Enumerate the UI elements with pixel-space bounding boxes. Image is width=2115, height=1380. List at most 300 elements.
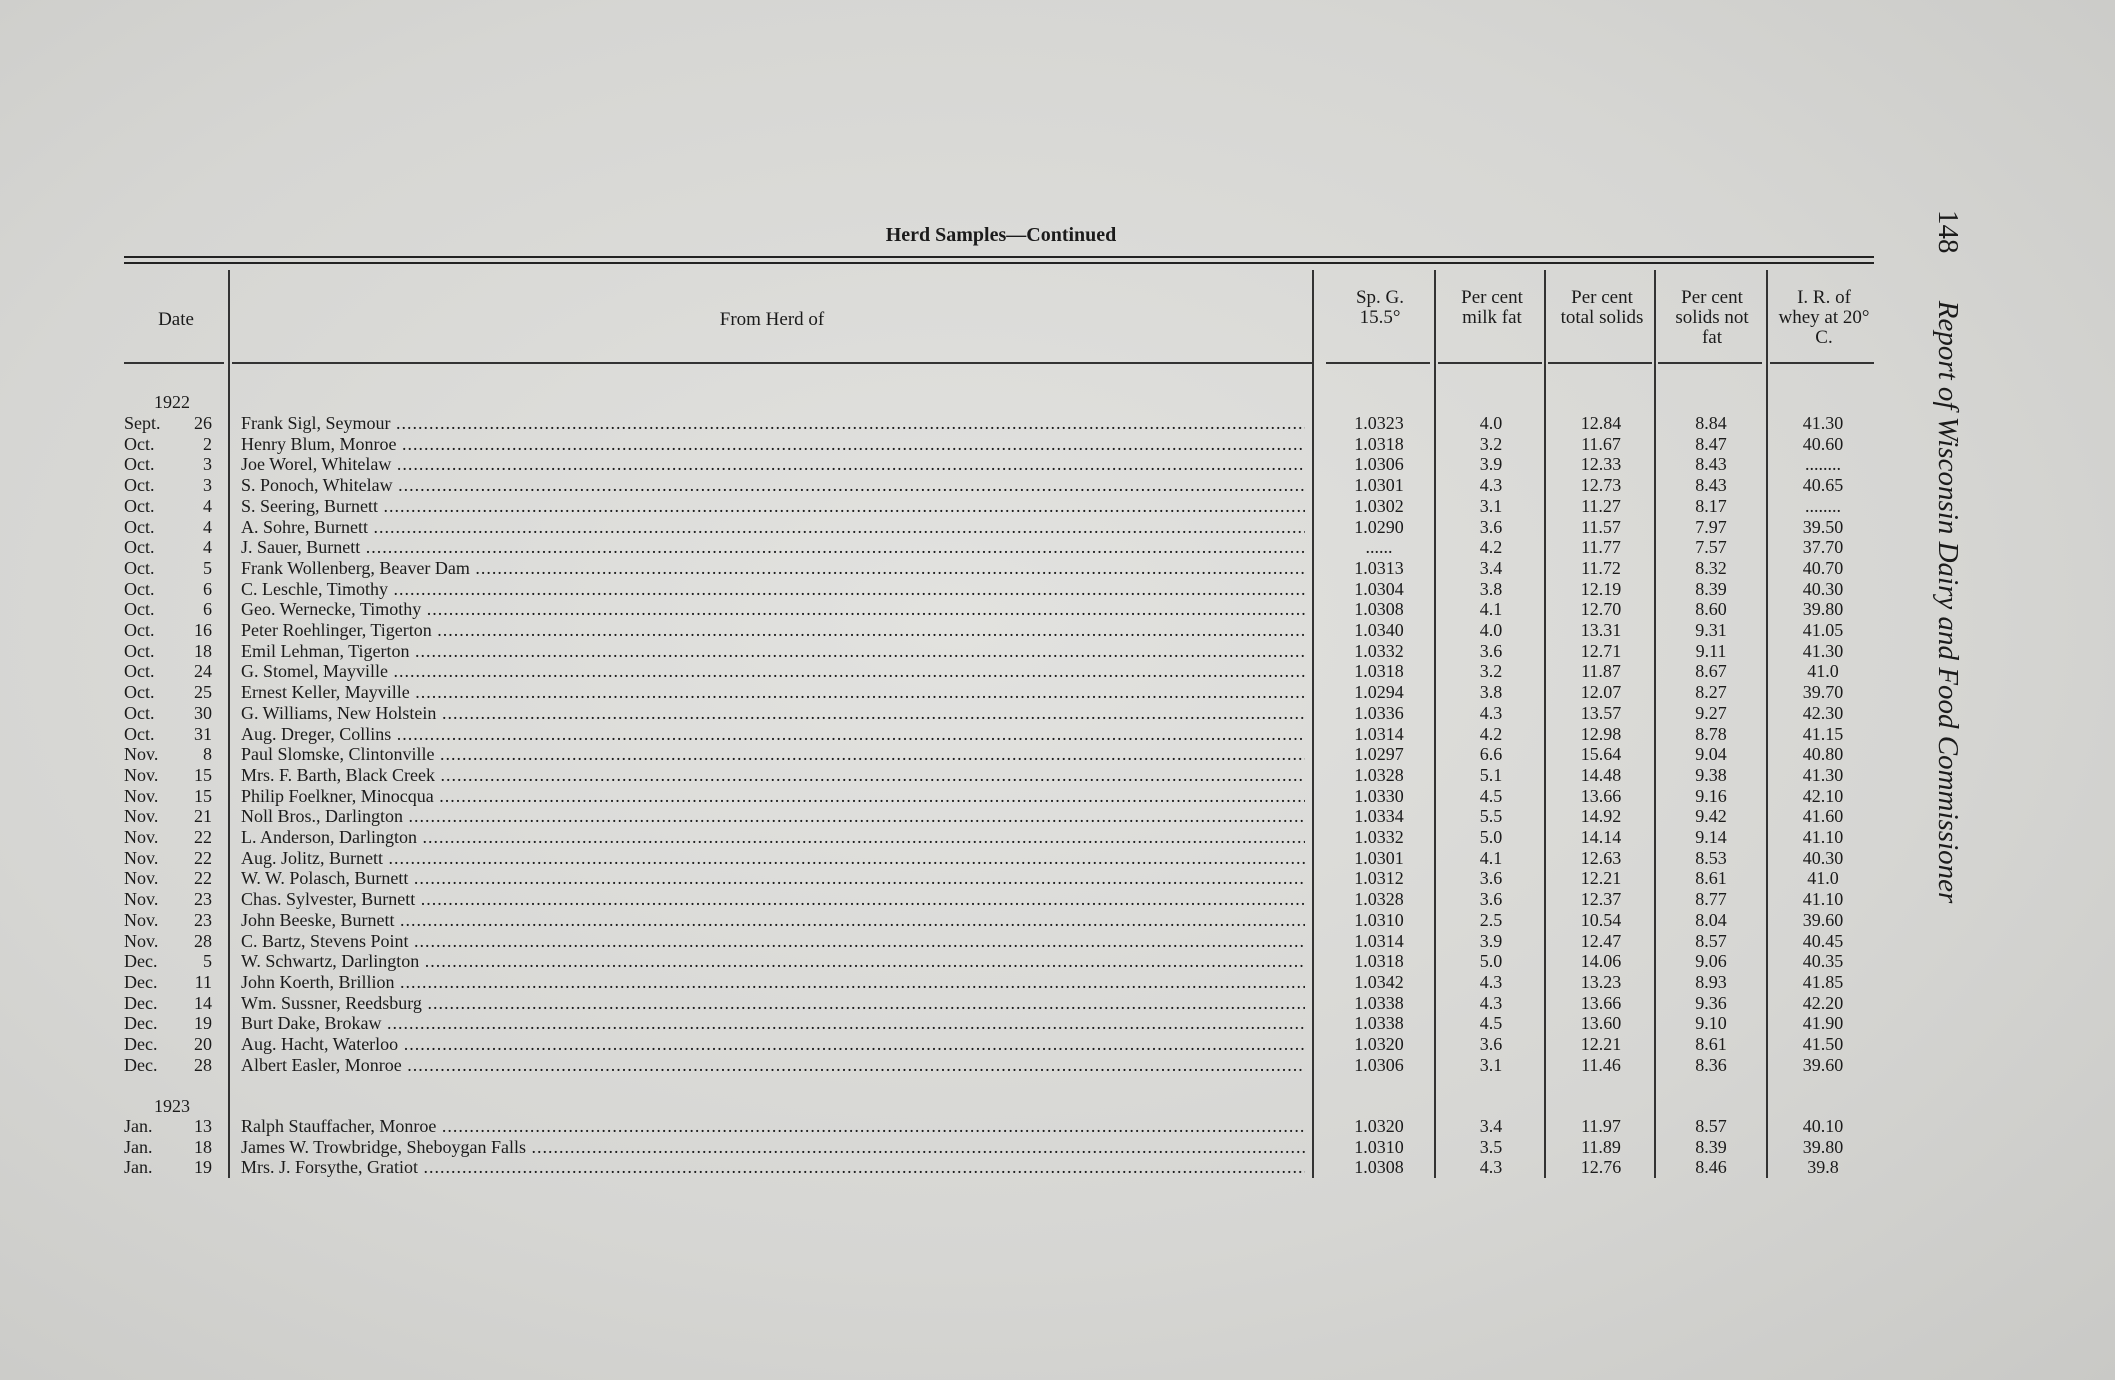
header-total-solids: Per cent total solids [1560, 287, 1644, 328]
date-month: Dec. [124, 951, 158, 972]
top-rule-2 [124, 262, 1874, 264]
ir-whey: 37.70 [1802, 537, 1844, 558]
header-herd: From Herd of [719, 309, 825, 330]
herd-name: W. W. Polasch, Burnett ..... [241, 868, 1305, 888]
specific-gravity: 1.0328 [1354, 764, 1404, 785]
table-row [0, 1157, 2115, 1177]
header-solids-not-fat: Per cent solids not fat [1675, 287, 1749, 348]
specific-gravity: 1.0332 [1354, 640, 1404, 661]
herd-name: Peter Roehlinger, Tigerton ..... [241, 620, 1305, 640]
table-row [0, 724, 2115, 744]
herd-name: C. Leschle, Timothy ..... [241, 579, 1305, 599]
herd-name: Frank Sigl, Seymour ..... [241, 413, 1305, 433]
table-title: Herd Samples—Continued [885, 224, 1117, 246]
date-month: Nov. [124, 806, 159, 827]
milk-fat: 3.6 [1479, 889, 1503, 910]
table-row [0, 972, 2115, 992]
ir-whey: 41.90 [1802, 1013, 1844, 1034]
specific-gravity: 1.0310 [1354, 909, 1404, 930]
herd-name: G. Stomel, Mayville ..... [241, 661, 1305, 681]
milk-fat: 5.1 [1479, 764, 1503, 785]
solids-not-fat: 8.60 [1695, 599, 1727, 620]
ir-whey: 41.50 [1802, 1034, 1844, 1054]
date-day: 14 [194, 992, 212, 1013]
date-month: Oct. [124, 702, 155, 723]
table-row [0, 1137, 2115, 1157]
solids-not-fat: 8.47 [1695, 433, 1727, 454]
herd-name: Mrs. F. Barth, Black Creek ..... [241, 765, 1305, 785]
date-month: Dec. [124, 992, 158, 1013]
solids-not-fat: 8.04 [1695, 909, 1727, 930]
ir-whey: 42.20 [1802, 992, 1844, 1013]
table-row [0, 537, 2115, 557]
specific-gravity: 1.0304 [1354, 578, 1404, 599]
herd-name: S. Seering, Burnett ..... [241, 496, 1305, 516]
specific-gravity: 1.0306 [1354, 454, 1404, 475]
specific-gravity: 1.0323 [1354, 413, 1404, 433]
table-row [0, 475, 2115, 495]
year-label: 1923 [154, 1096, 190, 1116]
specific-gravity: 1.0318 [1354, 433, 1404, 454]
total-solids: 13.66 [1580, 785, 1622, 806]
date-day: 28 [194, 930, 212, 951]
date-day: 26 [194, 413, 212, 433]
solids-not-fat: 8.77 [1695, 889, 1727, 910]
solids-not-fat: 9.11 [1695, 640, 1727, 661]
header-milk-fat: Per cent milk fat [1461, 287, 1523, 328]
date-day: 2 [203, 433, 212, 454]
date-month: Dec. [124, 1054, 158, 1075]
milk-fat: 4.3 [1479, 971, 1503, 992]
ir-whey: 39.80 [1802, 599, 1844, 620]
date-month: Oct. [124, 475, 155, 496]
date-day: 31 [194, 723, 212, 744]
ir-whey: 40.45 [1802, 930, 1844, 951]
milk-fat: 4.5 [1479, 785, 1503, 806]
total-solids: 10.54 [1580, 909, 1622, 930]
herd-name: A. Sohre, Burnett ..... [241, 517, 1305, 537]
milk-fat: 4.1 [1479, 847, 1503, 868]
ir-whey: 41.30 [1802, 413, 1844, 433]
date-month: Jan. [124, 1136, 153, 1157]
solids-not-fat: 8.27 [1695, 682, 1727, 703]
total-solids: 12.37 [1580, 889, 1622, 910]
table-row [0, 806, 2115, 826]
date-day: 5 [203, 557, 212, 578]
milk-fat: 4.3 [1479, 992, 1503, 1013]
date-day: 13 [194, 1116, 212, 1136]
table-row [0, 786, 2115, 806]
specific-gravity: 1.0313 [1354, 557, 1404, 578]
milk-fat: 5.5 [1479, 806, 1503, 827]
ir-whey: ........ [1805, 495, 1841, 516]
table-row [0, 827, 2115, 847]
total-solids: 12.19 [1580, 578, 1622, 599]
date-month: Nov. [124, 889, 159, 910]
date-day: 22 [194, 868, 212, 889]
date-day: 21 [194, 806, 212, 827]
specific-gravity: 1.0318 [1354, 661, 1404, 682]
herd-name: J. Sauer, Burnett ..... [241, 537, 1305, 557]
header-rule [1770, 362, 1874, 364]
table-row [0, 1055, 2115, 1075]
ir-whey: 41.10 [1802, 889, 1844, 910]
ir-whey: 39.50 [1802, 516, 1844, 537]
milk-fat: 3.6 [1479, 868, 1503, 889]
herd-name: Emil Lehman, Tigerton ..... [241, 641, 1305, 661]
milk-fat: 3.2 [1479, 433, 1503, 454]
herd-name: Geo. Wernecke, Timothy ..... [241, 599, 1305, 619]
table-row [0, 1116, 2115, 1136]
solids-not-fat: 8.39 [1695, 578, 1727, 599]
milk-fat: 3.6 [1479, 640, 1503, 661]
date-month: Dec. [124, 971, 158, 992]
total-solids: 12.98 [1580, 723, 1622, 744]
specific-gravity: 1.0306 [1354, 1054, 1404, 1075]
date-day: 3 [203, 475, 212, 496]
table-row [0, 496, 2115, 516]
total-solids: 12.33 [1580, 454, 1622, 475]
milk-fat: 4.0 [1479, 620, 1503, 640]
total-solids: 12.07 [1580, 682, 1622, 703]
milk-fat: 3.8 [1479, 682, 1503, 703]
solids-not-fat: 9.38 [1695, 764, 1727, 785]
milk-fat: 5.0 [1479, 951, 1503, 972]
date-month: Oct. [124, 661, 155, 682]
solids-not-fat: 8.36 [1695, 1054, 1727, 1075]
date-month: Nov. [124, 909, 159, 930]
specific-gravity: 1.0332 [1354, 827, 1404, 847]
solids-not-fat: 9.10 [1695, 1013, 1727, 1034]
ir-whey: 41.30 [1802, 764, 1844, 785]
date-month: Nov. [124, 930, 159, 951]
date-month: Nov. [124, 764, 159, 785]
milk-fat: 3.9 [1479, 930, 1503, 951]
specific-gravity: 1.0314 [1354, 930, 1404, 951]
solids-not-fat: 8.46 [1695, 1157, 1727, 1178]
table-row [0, 848, 2115, 868]
date-day: 18 [194, 640, 212, 661]
ir-whey: 40.10 [1802, 1116, 1844, 1136]
table-row [0, 558, 2115, 578]
date-month: Nov. [124, 744, 159, 765]
solids-not-fat: 8.57 [1695, 930, 1727, 951]
specific-gravity: 1.0338 [1354, 1013, 1404, 1034]
specific-gravity: 1.0294 [1354, 682, 1404, 703]
ir-whey: 40.30 [1802, 847, 1844, 868]
date-month: Oct. [124, 723, 155, 744]
date-day: 20 [194, 1034, 212, 1054]
table-row [0, 579, 2115, 599]
specific-gravity: 1.0340 [1354, 620, 1404, 640]
herd-name: Aug. Hacht, Waterloo ..... [241, 1034, 1305, 1054]
solids-not-fat: 8.43 [1695, 475, 1727, 496]
header-rule [232, 362, 1312, 364]
ir-whey: 40.70 [1802, 557, 1844, 578]
herd-name: Ralph Stauffacher, Monroe ..... [241, 1116, 1305, 1136]
solids-not-fat: 8.53 [1695, 847, 1727, 868]
herd-name: Chas. Sylvester, Burnett ..... [241, 889, 1305, 909]
date-day: 25 [194, 682, 212, 703]
specific-gravity: 1.0308 [1354, 599, 1404, 620]
date-day: 6 [203, 578, 212, 599]
ir-whey: 41.0 [1807, 868, 1839, 889]
ir-whey: 41.10 [1802, 827, 1844, 847]
top-rule [124, 256, 1874, 258]
date-month: Oct. [124, 433, 155, 454]
total-solids: 14.92 [1580, 806, 1622, 827]
solids-not-fat: 8.57 [1695, 1116, 1727, 1136]
date-day: 19 [194, 1013, 212, 1034]
header-sp-g: Sp. G. 15.5° [1355, 287, 1405, 328]
table-row [0, 889, 2115, 909]
herd-name: S. Ponoch, Whitelaw ..... [241, 475, 1305, 495]
date-month: Oct. [124, 454, 155, 475]
total-solids: 13.31 [1580, 620, 1622, 640]
date-month: Sept. [124, 413, 161, 433]
herd-name: Frank Wollenberg, Beaver Dam ..... [241, 558, 1305, 578]
milk-fat: 4.2 [1479, 723, 1503, 744]
milk-fat: 3.6 [1479, 1034, 1503, 1054]
specific-gravity: 1.0301 [1354, 475, 1404, 496]
total-solids: 11.57 [1581, 516, 1621, 537]
total-solids: 14.14 [1580, 827, 1622, 847]
milk-fat: 6.6 [1479, 744, 1503, 765]
total-solids: 11.97 [1581, 1116, 1621, 1136]
date-day: 28 [194, 1054, 212, 1075]
herd-name: Noll Bros., Darlington ..... [241, 806, 1305, 826]
table-row [0, 641, 2115, 661]
year-label: 1922 [154, 392, 190, 412]
herd-name: Burt Dake, Brokaw ..... [241, 1013, 1305, 1033]
ir-whey: 40.30 [1802, 578, 1844, 599]
herd-name: John Koerth, Brillion ..... [241, 972, 1305, 992]
solids-not-fat: 9.27 [1695, 702, 1727, 723]
running-header [1920, 210, 1970, 1110]
solids-not-fat: 9.14 [1695, 827, 1727, 847]
page-number: 148 [1932, 210, 1964, 254]
milk-fat: 3.9 [1479, 454, 1503, 475]
total-solids: 12.73 [1580, 475, 1622, 496]
ir-whey: 39.80 [1802, 1136, 1844, 1157]
date-month: Oct. [124, 578, 155, 599]
herd-name: James W. Trowbridge, Sheboygan Falls ..... [241, 1137, 1305, 1157]
solids-not-fat: 8.43 [1695, 454, 1727, 475]
date-month: Dec. [124, 1013, 158, 1034]
table-row [0, 765, 2115, 785]
date-day: 4 [203, 516, 212, 537]
table-row [0, 1034, 2115, 1054]
table-row [0, 744, 2115, 764]
date-day: 30 [194, 702, 212, 723]
milk-fat: 4.2 [1479, 537, 1503, 558]
date-day: 16 [194, 620, 212, 640]
total-solids: 15.64 [1580, 744, 1622, 765]
ir-whey: 39.8 [1807, 1157, 1839, 1178]
table-row [0, 868, 2115, 888]
total-solids: 13.57 [1580, 702, 1622, 723]
solids-not-fat: 8.17 [1695, 495, 1727, 516]
solids-not-fat: 8.93 [1695, 971, 1727, 992]
specific-gravity: 1.0314 [1354, 723, 1404, 744]
solids-not-fat: 9.06 [1695, 951, 1727, 972]
herd-name: Albert Easler, Monroe ..... [241, 1055, 1305, 1075]
table-row [0, 599, 2115, 619]
specific-gravity: 1.0302 [1354, 495, 1404, 516]
specific-gravity: 1.0318 [1354, 951, 1404, 972]
solids-not-fat: 8.78 [1695, 723, 1727, 744]
solids-not-fat: 8.67 [1695, 661, 1727, 682]
herd-name: Aug. Jolitz, Burnett ..... [241, 848, 1305, 868]
table-row [0, 517, 2115, 537]
total-solids: 12.21 [1580, 1034, 1622, 1054]
ir-whey: 42.10 [1802, 785, 1844, 806]
milk-fat: 3.4 [1479, 557, 1503, 578]
date-month: Oct. [124, 599, 155, 620]
specific-gravity: 1.0312 [1354, 868, 1404, 889]
milk-fat: 5.0 [1479, 827, 1503, 847]
herd-name: Aug. Dreger, Collins ..... [241, 724, 1305, 744]
table-row [0, 703, 2115, 723]
total-solids: 14.06 [1580, 951, 1622, 972]
herd-name: G. Williams, New Holstein ..... [241, 703, 1305, 723]
ir-whey: 40.80 [1802, 744, 1844, 765]
table-row [0, 951, 2115, 971]
specific-gravity: 1.0297 [1354, 744, 1404, 765]
date-day: 15 [194, 764, 212, 785]
herd-name: Paul Slomske, Clintonville ..... [241, 744, 1305, 764]
solids-not-fat: 9.36 [1695, 992, 1727, 1013]
solids-not-fat: 7.97 [1695, 516, 1727, 537]
total-solids: 11.72 [1581, 557, 1621, 578]
herd-name: Henry Blum, Monroe ..... [241, 434, 1305, 454]
milk-fat: 3.1 [1479, 1054, 1503, 1075]
date-day: 24 [194, 661, 212, 682]
date-month: Nov. [124, 827, 159, 847]
running-title: Report of Wisconsin Dairy and Food Commissioner [1932, 300, 1964, 904]
milk-fat: 3.4 [1479, 1116, 1503, 1136]
header-date: Date [158, 309, 194, 330]
milk-fat: 3.5 [1479, 1136, 1503, 1157]
total-solids: 12.71 [1580, 640, 1622, 661]
herd-name: Wm. Sussner, Reedsburg ..... [241, 993, 1305, 1013]
date-day: 6 [203, 599, 212, 620]
date-month: Oct. [124, 516, 155, 537]
total-solids: 12.63 [1580, 847, 1622, 868]
total-solids: 13.23 [1580, 971, 1622, 992]
header-rule [1326, 362, 1430, 364]
header-ir-whey: I. R. of whey at 20° C. [1778, 287, 1870, 348]
header-rule [124, 362, 224, 364]
specific-gravity: ...... [1365, 537, 1393, 558]
total-solids: 12.76 [1580, 1157, 1622, 1178]
total-solids: 13.60 [1580, 1013, 1622, 1034]
ir-whey: 40.35 [1802, 951, 1844, 972]
date-month: Oct. [124, 537, 155, 558]
date-month: Nov. [124, 868, 159, 889]
date-day: 5 [203, 951, 212, 972]
total-solids: 12.21 [1580, 868, 1622, 889]
solids-not-fat: 9.04 [1695, 744, 1727, 765]
milk-fat: 3.2 [1479, 661, 1503, 682]
table-row [0, 434, 2115, 454]
herd-name: W. Schwartz, Darlington ..... [241, 951, 1305, 971]
herd-name: Philip Foelkner, Minocqua ..... [241, 786, 1305, 806]
total-solids: 11.67 [1581, 433, 1621, 454]
specific-gravity: 1.0320 [1354, 1034, 1404, 1054]
specific-gravity: 1.0334 [1354, 806, 1404, 827]
total-solids: 14.48 [1580, 764, 1622, 785]
specific-gravity: 1.0310 [1354, 1136, 1404, 1157]
date-month: Oct. [124, 495, 155, 516]
herd-name: Joe Worel, Whitelaw ..... [241, 454, 1305, 474]
date-day: 3 [203, 454, 212, 475]
milk-fat: 4.3 [1479, 1157, 1503, 1178]
table-row [0, 910, 2115, 930]
date-day: 11 [194, 971, 212, 992]
milk-fat: 3.1 [1479, 495, 1503, 516]
date-month: Jan. [124, 1157, 153, 1178]
milk-fat: 4.5 [1479, 1013, 1503, 1034]
date-day: 23 [194, 889, 212, 910]
table-row [0, 931, 2115, 951]
specific-gravity: 1.0320 [1354, 1116, 1404, 1136]
ir-whey: 39.70 [1802, 682, 1844, 703]
date-day: 22 [194, 827, 212, 847]
table-row [0, 1013, 2115, 1033]
specific-gravity: 1.0330 [1354, 785, 1404, 806]
solids-not-fat: 9.31 [1695, 620, 1727, 640]
table-row [0, 454, 2115, 474]
date-month: Nov. [124, 785, 159, 806]
date-day: 22 [194, 847, 212, 868]
total-solids: 13.66 [1580, 992, 1622, 1013]
herd-name: Ernest Keller, Mayville ..... [241, 682, 1305, 702]
date-day: 4 [203, 537, 212, 558]
date-day: 19 [194, 1157, 212, 1178]
solids-not-fat: 8.61 [1695, 868, 1727, 889]
ir-whey: 41.0 [1807, 661, 1839, 682]
milk-fat: 4.3 [1479, 702, 1503, 723]
ir-whey: 40.60 [1802, 433, 1844, 454]
ir-whey: 41.30 [1802, 640, 1844, 661]
date-month: Nov. [124, 847, 159, 868]
herd-name: L. Anderson, Darlington ..... [241, 827, 1305, 847]
solids-not-fat: 9.16 [1695, 785, 1727, 806]
header-rule [1438, 362, 1542, 364]
total-solids: 11.77 [1581, 537, 1621, 558]
date-day: 23 [194, 909, 212, 930]
table-row [0, 661, 2115, 681]
date-month: Jan. [124, 1116, 153, 1136]
solids-not-fat: 9.42 [1695, 806, 1727, 827]
herd-name: C. Bartz, Stevens Point ..... [241, 931, 1305, 951]
table-row [0, 993, 2115, 1013]
ir-whey: 40.65 [1802, 475, 1844, 496]
table-row [0, 620, 2115, 640]
ir-whey: 41.60 [1802, 806, 1844, 827]
solids-not-fat: 8.61 [1695, 1034, 1727, 1054]
date-day: 15 [194, 785, 212, 806]
date-month: Oct. [124, 640, 155, 661]
milk-fat: 2.5 [1479, 909, 1503, 930]
milk-fat: 3.8 [1479, 578, 1503, 599]
herd-name: John Beeske, Burnett ..... [241, 910, 1305, 930]
total-solids: 12.47 [1580, 930, 1622, 951]
ir-whey: 39.60 [1802, 1054, 1844, 1075]
date-month: Oct. [124, 620, 155, 640]
specific-gravity: 1.0301 [1354, 847, 1404, 868]
